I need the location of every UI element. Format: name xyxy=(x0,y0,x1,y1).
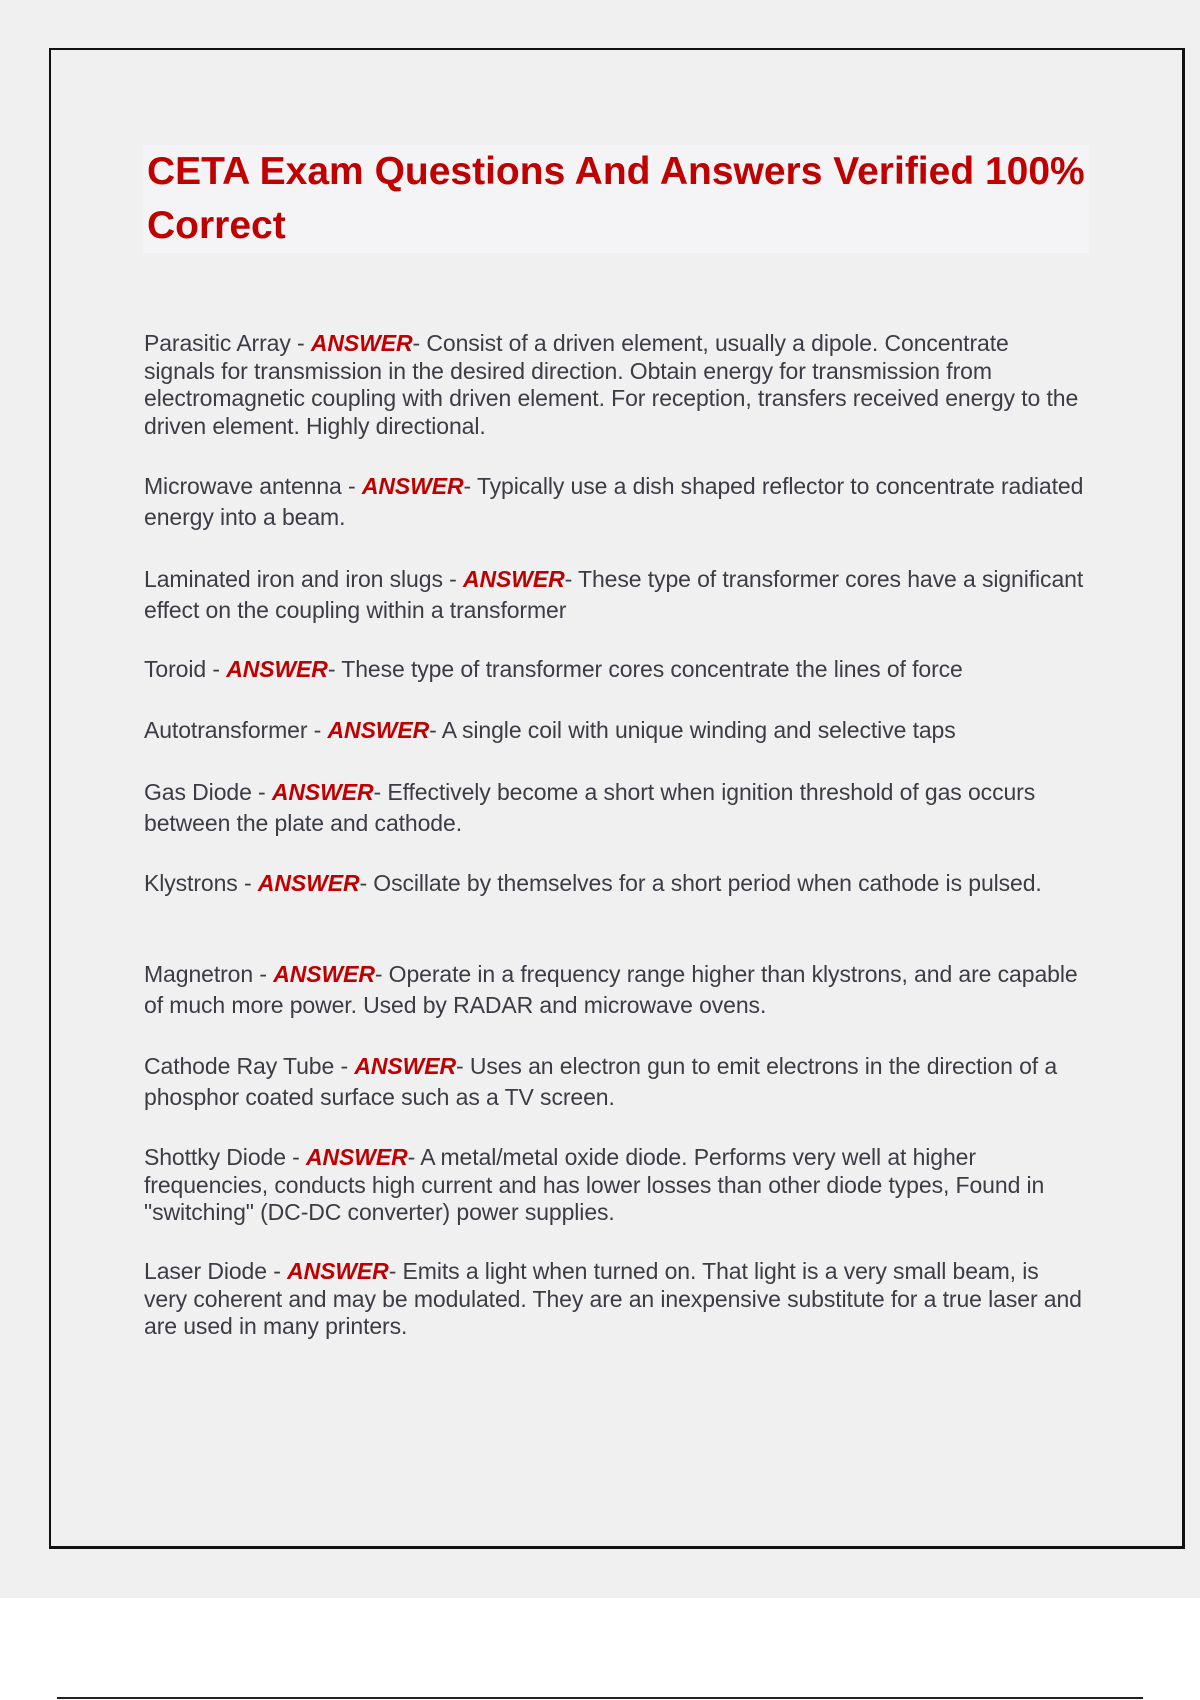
title-block xyxy=(143,145,1089,253)
answer-label: ANSWER xyxy=(271,779,374,805)
qa-answer: - These type of transformer cores concentrate the lines of force xyxy=(327,656,963,682)
answer-label: ANSWER xyxy=(257,870,360,896)
footer-divider xyxy=(57,1697,1143,1699)
answer-label: ANSWER xyxy=(306,1144,408,1170)
qa-term: Shottky Diode - xyxy=(144,1144,307,1170)
qa-answer: - Effectively become a short when ignition threshold of gas occurs between the plate and cathode. xyxy=(144,779,1036,836)
qa-answer: - Consist of a driven element, usually a dipole. Concentrate signals for transmission in the desired direction. Obtain energy for transmission from electromagnetic coupling with driven element. For reception, transfers received energy to the driven element. Highly directional. xyxy=(144,330,1079,439)
qa-term: Toroid - xyxy=(144,656,227,682)
qa-term: Parasitic Array - xyxy=(144,330,311,356)
qa-answer: - Oscillate by themselves for a short period when cathode is pulsed. xyxy=(359,870,1042,896)
qa-item xyxy=(144,1144,1084,1227)
qa-term: Autotransformer - xyxy=(144,717,328,743)
qa-item xyxy=(144,564,1084,626)
qa-answer: - A metal/metal oxide diode. Performs very well at higher frequencies, conducts high current and has lower losses than other diode types, Found in "switching" (DC-DC converter) power supplies. xyxy=(144,1144,1045,1225)
qa-answer: - A single coil with unique winding and selective taps xyxy=(429,717,956,743)
qa-item xyxy=(144,330,1084,440)
qa-term: Laminated iron and iron slugs - xyxy=(144,566,463,592)
qa-answer: - Operate in a frequency range higher than klystrons, and are capable of much more power. Used by RADAR and microwave ovens. xyxy=(144,961,1078,1018)
qa-answer: - Emits a light when turned on. That light is a very small beam, is very coherent and may be modulated. They are an inexpensive substitute for a true laser and are used in many printers. xyxy=(144,1258,1082,1339)
qa-term: Microwave antenna - xyxy=(144,473,362,499)
answer-label: ANSWER xyxy=(310,330,413,356)
qa-item xyxy=(144,1258,1084,1341)
qa-item xyxy=(144,1051,1084,1113)
qa-item xyxy=(144,654,1084,685)
answer-label: ANSWER xyxy=(327,717,430,743)
answer-label: ANSWER xyxy=(273,961,375,987)
qa-term: Gas Diode - xyxy=(144,779,272,805)
page-title: CETA Exam Questions And Answers Verified 100% Correct xyxy=(147,150,1085,247)
qa-item xyxy=(144,777,1084,839)
qa-answer: - Typically use a dish shaped reflector to concentrate radiated energy into a beam. xyxy=(144,473,1084,530)
qa-item xyxy=(144,959,1084,1021)
qa-term: Laser Diode - xyxy=(144,1258,288,1284)
qa-term: Klystrons - xyxy=(144,870,258,896)
answer-label: ANSWER xyxy=(361,473,464,499)
qa-answer: - These type of transformer cores have a significant effect on the coupling within a transformer xyxy=(144,566,1084,623)
qa-term: Cathode Ray Tube - xyxy=(144,1053,355,1079)
qa-item xyxy=(144,715,1084,746)
qa-term: Magnetron - xyxy=(144,961,274,987)
answer-label: ANSWER xyxy=(226,656,328,682)
answer-label: ANSWER xyxy=(354,1053,456,1079)
qa-answer: - Uses an electron gun to emit electrons in the direction of a phosphor coated surface such as a TV screen. xyxy=(144,1053,1058,1110)
answer-label: ANSWER xyxy=(287,1258,389,1284)
answer-label: ANSWER xyxy=(462,566,565,592)
qa-item xyxy=(144,868,1084,899)
qa-item xyxy=(144,471,1084,533)
